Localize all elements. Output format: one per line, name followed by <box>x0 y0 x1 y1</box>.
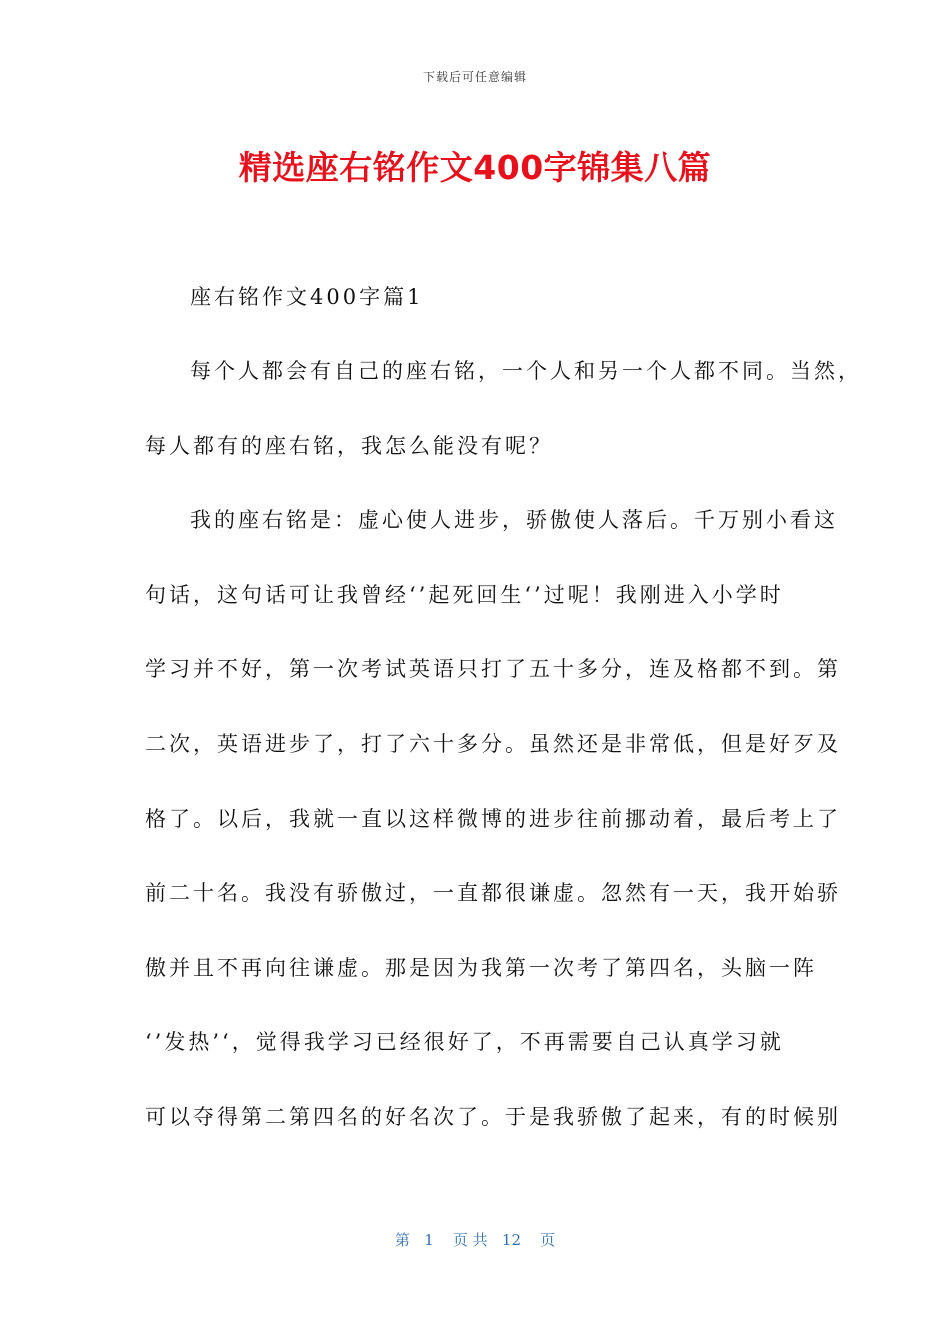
paragraph-line: 每人都有的座右铭，我怎么能没有呢？ <box>145 434 553 458</box>
paragraph-line: 每个人都会有自己的座右铭，一个人和另一个人都不同。当然， <box>190 359 862 383</box>
page-footer: 第 1 页 共 12 页 <box>394 1231 556 1249</box>
header-note: 下载后可任意编辑 <box>422 70 527 84</box>
paragraph-line: 格了。以后，我就一直以这样微博的进步往前挪动着，最后考上了 <box>145 807 841 831</box>
section-heading: 座右铭作文400字篇1 <box>190 285 424 309</box>
paragraph-line: 前二十名。我没有骄傲过，一直都很谦虚。忽然有一天，我开始骄 <box>145 881 841 905</box>
paragraph-line: 傲并且不再向往谦虚。那是因为我第一次考了第四名，头脑一阵 <box>145 956 817 980</box>
paragraph-line: ‘’发热’‘，觉得我学习已经很好了，不再需要自己认真学习就 <box>145 1030 784 1054</box>
paragraph-line: 句话，这句话可让我曾经‘’起死回生‘’过呢！我刚进入小学时 <box>145 583 784 607</box>
paragraph-line: 我的座右铭是：虚心使人进步，骄傲使人落后。千万别小看这 <box>190 508 838 532</box>
paragraph-line: 二次，英语进步了，打了六十多分。虽然还是非常低，但是好歹及 <box>145 732 841 756</box>
paragraph-line: 学习并不好，第一次考试英语只打了五十多分，连及格都不到。第 <box>145 657 841 681</box>
paragraph-line: 可以夺得第二第四名的好名次了。于是我骄傲了起来，有的时候别 <box>145 1105 841 1129</box>
document-title: 精选座右铭作文400字锦集八篇 <box>238 148 712 187</box>
